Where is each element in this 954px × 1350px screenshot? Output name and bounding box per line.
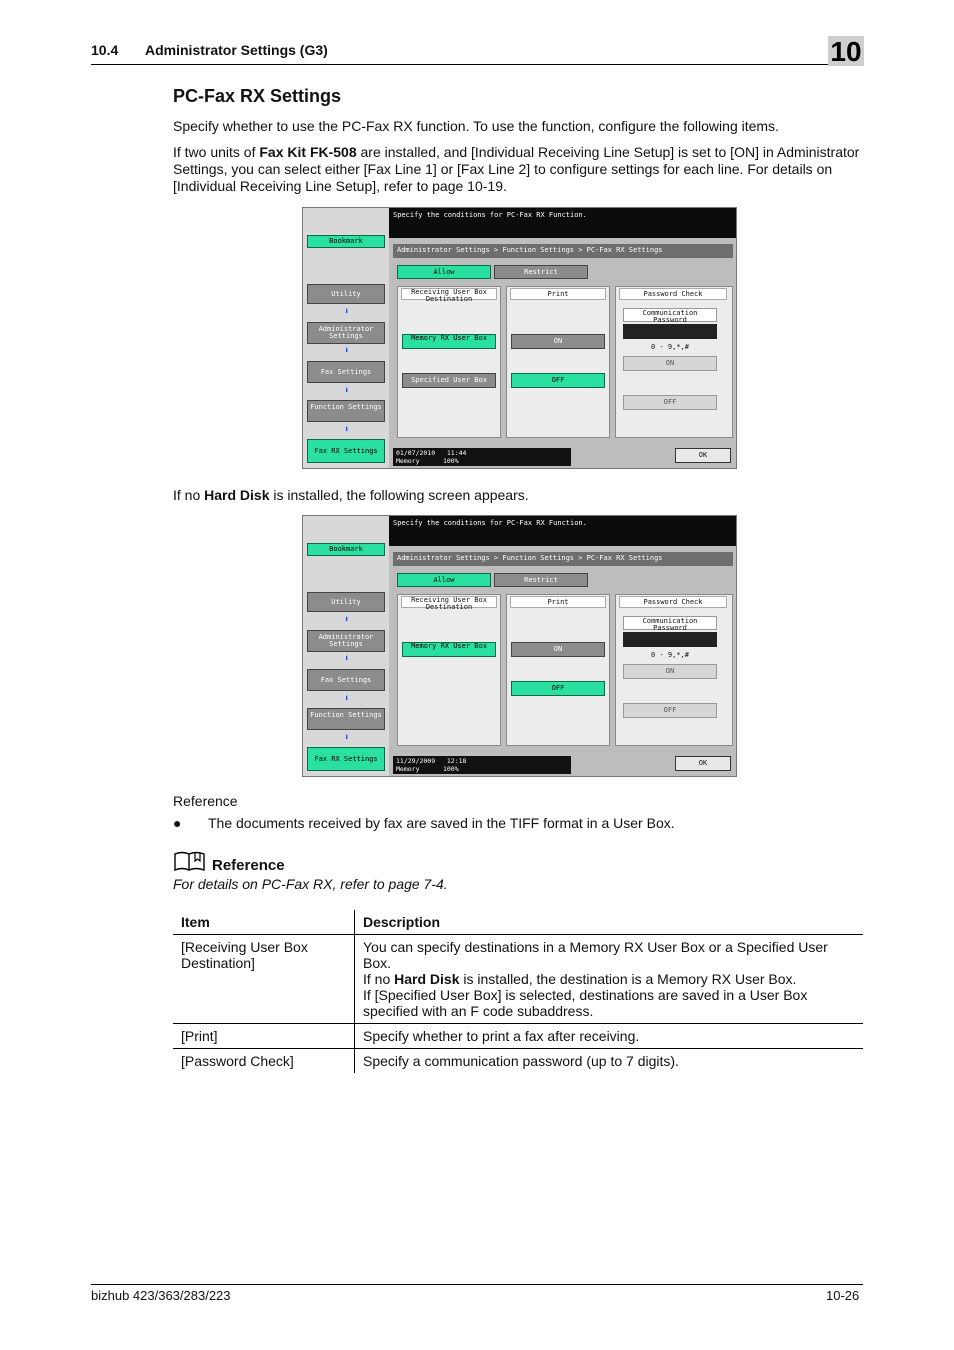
print-off-button[interactable]: OFF [511, 681, 605, 696]
nav-fax-rx-settings-button[interactable]: Fax RX Settings [307, 439, 385, 463]
header-section-title: Administrator Settings (G3) [145, 42, 328, 58]
status-memory-percent: 100% [442, 765, 459, 773]
communication-password-field[interactable] [623, 632, 717, 647]
table-header-description: Description [355, 910, 864, 935]
print-panel [506, 286, 610, 438]
chapter-number-badge: 10 [828, 36, 864, 66]
down-arrow-icon: ⬇ [344, 615, 350, 625]
table-cell-description: Specify a communication password (up to 7 digits). [363, 1053, 679, 1069]
print-off-button[interactable]: OFF [511, 373, 605, 388]
table-cell-item: [Print] [173, 1024, 355, 1049]
table-row [173, 1024, 863, 1049]
reference-label: Reference [173, 793, 238, 809]
password-on-button[interactable]: ON [623, 664, 717, 679]
password-check-heading: Password Check [619, 596, 727, 608]
footer-divider [91, 1284, 863, 1285]
nav-administrator-settings-button[interactable]: Administrator Settings [307, 630, 385, 652]
nav-utility-button[interactable]: Utility [307, 592, 385, 612]
memory-rx-user-box-button[interactable]: Memory RX User Box [402, 334, 496, 349]
message-bar: Specify the conditions for PC-Fax RX Function. [389, 516, 736, 546]
page-title: PC-Fax RX Settings [173, 86, 342, 106]
screenshot-pc-fax-rx-with-hdd [302, 207, 737, 469]
table-cell-item: [Receiving User Box Destination] [173, 935, 355, 1024]
print-on-button[interactable]: ON [511, 642, 605, 657]
nav-utility-button[interactable]: Utility [307, 284, 385, 304]
password-charset-hint: 0 - 9,*,# [651, 343, 689, 351]
status-date: 11/29/2009 [396, 757, 436, 765]
settings-description-table [173, 910, 863, 1073]
table-cell-item: [Password Check] [173, 1049, 355, 1074]
header-divider [91, 64, 863, 65]
password-on-button[interactable]: ON [623, 356, 717, 371]
print-heading: Print [510, 288, 606, 300]
down-arrow-icon: ⬇ [344, 346, 350, 356]
restrict-button[interactable]: Restrict [494, 265, 588, 279]
nav-administrator-settings-button[interactable]: Administrator Settings [307, 322, 385, 344]
book-icon [173, 851, 207, 873]
nav-fax-settings-button[interactable]: Fax Settings [307, 669, 385, 691]
down-arrow-icon: ⬇ [344, 733, 350, 743]
table-header-item: Item [173, 910, 355, 935]
breadcrumb: Administrator Settings > Function Settings > PC-Fax RX Settings [393, 244, 733, 258]
memory-rx-user-box-button[interactable]: Memory RX User Box [402, 642, 496, 657]
receiving-box-panel [397, 286, 501, 438]
specified-user-box-button[interactable]: Specified User Box [402, 373, 496, 388]
bookmark-button[interactable]: Bookmark [307, 235, 385, 248]
status-date: 01/07/2010 [396, 449, 436, 457]
status-time: 11:44 [446, 449, 467, 457]
footer-page-number: 10-26 [826, 1288, 860, 1303]
password-charset-hint: 0 - 9,*,# [651, 651, 689, 659]
ok-button[interactable]: OK [675, 756, 731, 771]
nav-fax-settings-button[interactable]: Fax Settings [307, 361, 385, 383]
down-arrow-icon: ⬇ [344, 654, 350, 664]
print-panel [506, 594, 610, 746]
status-memory-percent: 100% [442, 457, 459, 465]
restrict-button[interactable]: Restrict [494, 573, 588, 587]
communication-password-label: Communication Password [623, 616, 717, 630]
header-section-number: 10.4 [91, 42, 119, 58]
table-cell-description: Specify whether to print a fax after receiving. [355, 1024, 864, 1049]
table-header-row [173, 910, 863, 935]
nav-fax-rx-settings-button[interactable]: Fax RX Settings [307, 747, 385, 771]
receiving-box-heading: Receiving User Box Destination [401, 596, 497, 608]
nav-function-settings-button[interactable]: Function Settings [307, 400, 385, 422]
screenshot-pc-fax-rx-no-hdd [302, 515, 737, 777]
receiving-box-panel [397, 594, 501, 746]
password-check-heading: Password Check [619, 288, 727, 300]
bookmark-button[interactable]: Bookmark [307, 543, 385, 556]
reference-bullet-text: The documents received by fax are saved in the TIFF format in a User Box. [208, 815, 675, 831]
status-bar [393, 756, 571, 774]
ok-button[interactable]: OK [675, 448, 731, 463]
print-on-button[interactable]: ON [511, 334, 605, 349]
fax-kit-paragraph: If two units of Fax Kit FK-508 are installed, and [Individual Receiving Line Setup] is set to [ON] in Administrator Settings, you can select either [Fax Line 1] or [Fax Line 2] to configure settings for each line. For details on [Individual Receiving Line Setup], refer to page 10-19. [173, 144, 860, 194]
table-row [173, 1049, 863, 1074]
status-bar [393, 448, 571, 466]
password-off-button[interactable]: OFF [623, 703, 717, 718]
reference-page-link[interactable]: For details on PC-Fax RX, refer to page 7-4. [173, 876, 448, 892]
no-hard-disk-paragraph: If no Hard Disk is installed, the following screen appears. [173, 487, 529, 503]
message-bar: Specify the conditions for PC-Fax RX Function. [389, 208, 736, 238]
status-memory-label: Memory [396, 457, 420, 465]
reference-heading: Reference [212, 857, 285, 874]
footer-model: bizhub 423/363/283/223 [91, 1288, 231, 1303]
receiving-box-heading: Receiving User Box Destination [401, 288, 497, 300]
communication-password-label: Communication Password [623, 308, 717, 322]
intro-paragraph: Specify whether to use the PC-Fax RX function. To use the function, configure the following items. [173, 118, 779, 134]
print-heading: Print [510, 596, 606, 608]
communication-password-field[interactable] [623, 324, 717, 339]
table-row [173, 935, 863, 1024]
bullet-icon: ● [173, 815, 182, 831]
table-cell-description: You can specify destinations in a Memory RX User Box or a Specified User Box. If no Hard Disk is installed, the destination is a Memory RX User Box. If [Specified User Box] is selected, destinations are saved in a User Box specified with an F code subaddress. [355, 935, 864, 1024]
allow-button[interactable]: Allow [397, 573, 491, 587]
nav-function-settings-button[interactable]: Function Settings [307, 708, 385, 730]
allow-button[interactable]: Allow [397, 265, 491, 279]
breadcrumb: Administrator Settings > Function Settings > PC-Fax RX Settings [393, 552, 733, 566]
password-off-button[interactable]: OFF [623, 395, 717, 410]
down-arrow-icon: ⬇ [344, 386, 350, 396]
down-arrow-icon: ⬇ [344, 425, 350, 435]
status-time: 12:18 [446, 757, 467, 765]
status-memory-label: Memory [396, 765, 420, 773]
down-arrow-icon: ⬇ [344, 694, 350, 704]
down-arrow-icon: ⬇ [344, 307, 350, 317]
